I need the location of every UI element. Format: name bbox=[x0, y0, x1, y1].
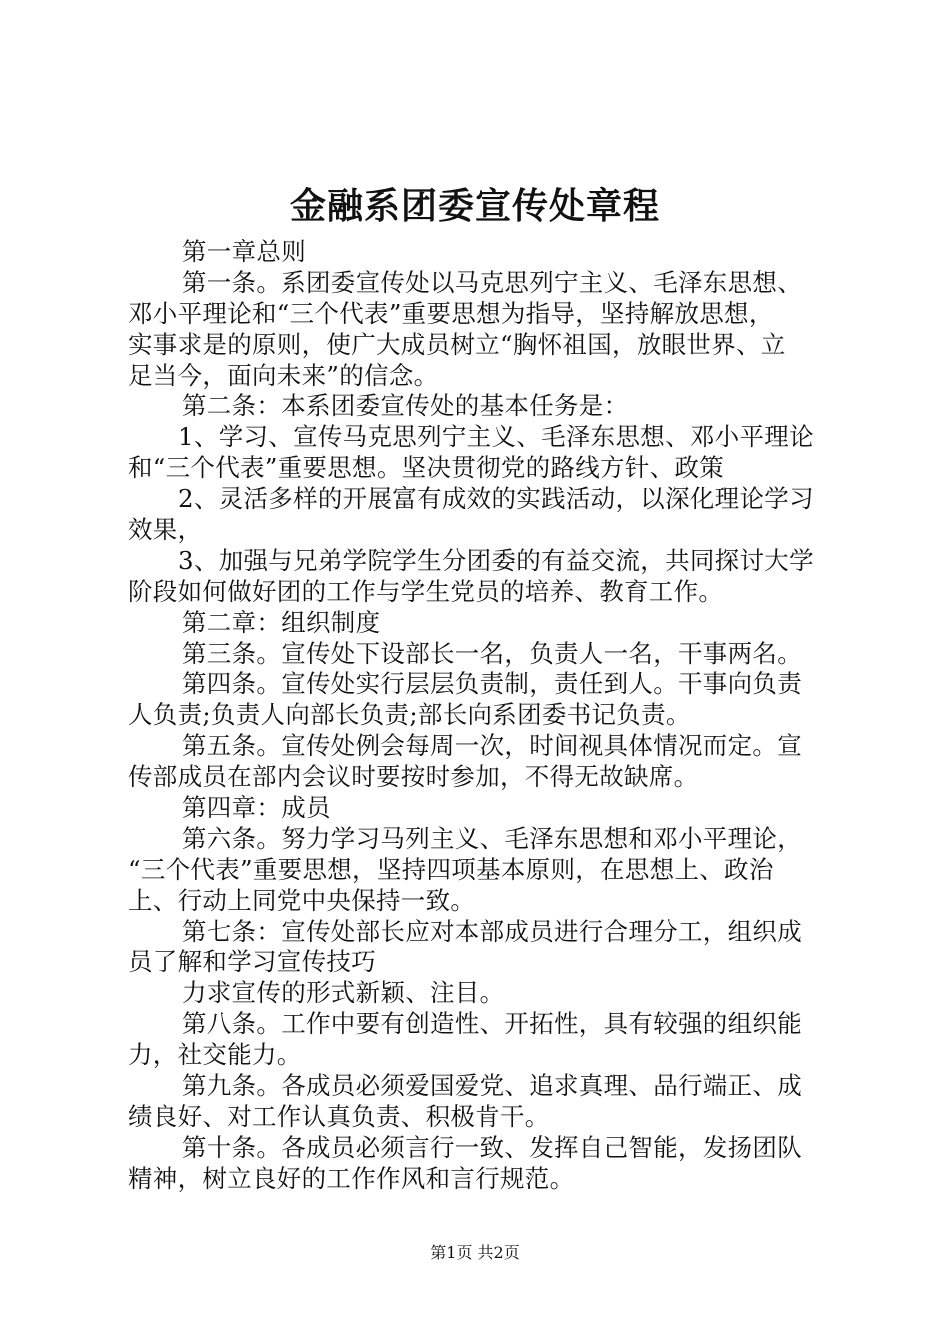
paragraph-line: 第一条。系团委宣传处以马克思列宁主义、毛泽东思想、 bbox=[182, 267, 802, 297]
list-item-line: 和“三个代表”重要思想。坚决贯彻党的路线方针、政策 bbox=[128, 453, 725, 483]
paragraph-line: 第十条。各成员必须言行一致、发挥自己智能，发扬团队 bbox=[182, 1132, 802, 1162]
paragraph-line: 第九条。各成员必须爱国爱党、追求真理、品行端正、成 bbox=[182, 1071, 802, 1101]
paragraph-line: 第六条。努力学习马列主义、毛泽东思想和邓小平理论， bbox=[182, 823, 802, 853]
chapter-heading: 第一章总则 bbox=[182, 237, 306, 266]
list-item-line: 3、加强与兄弟学院学生分团委的有益交流，共同探讨大学 bbox=[178, 545, 814, 575]
list-item-line: 1、学习、宣传马克思列宁主义、毛泽东思想、邓小平理论 bbox=[178, 422, 814, 452]
paragraph-line: 传部成员在部内会议时要按时参加，不得无故缺席。 bbox=[128, 762, 699, 792]
paragraph-line: 人负责;负责人向部长负责;部长向系团委书记负责。 bbox=[128, 700, 691, 730]
paragraph-line: 实事求是的原则，使广大成员树立“胸怀祖国，放眼世界、立 bbox=[128, 329, 786, 359]
list-item-line: 效果， bbox=[128, 515, 203, 545]
paragraph-line: 精神，树立良好的工作作风和言行规范。 bbox=[128, 1163, 575, 1193]
paragraph-line: 第七条：宣传处部长应对本部成员进行合理分工，组织成 bbox=[182, 916, 802, 946]
document-title: 金融系团委宣传处章程 bbox=[289, 186, 660, 227]
chapter-heading: 第四章：成员 bbox=[182, 793, 331, 823]
paragraph-line: 足当今，面向未来”的信念。 bbox=[128, 360, 439, 390]
paragraph-line: 第八条。工作中要有创造性、开拓性，具有较强的组织能 bbox=[182, 1009, 802, 1039]
paragraph-line: 力，社交能力。 bbox=[128, 1040, 302, 1070]
paragraph-line: 邓小平理论和“三个代表”重要思想为指导，坚持解放思想， bbox=[128, 298, 774, 328]
paragraph-line: 员了解和学习宣传技巧 bbox=[128, 947, 376, 977]
list-item-line: 阶段如何做好团的工作与学生党员的培养、教育工作。 bbox=[128, 576, 724, 606]
paragraph-line: 绩良好、对工作认真负责、积极肯干。 bbox=[128, 1101, 550, 1131]
paragraph-line: 力求宣传的形式新颖、注目。 bbox=[182, 978, 505, 1008]
paragraph-line: “三个代表”重要思想，坚持四项基本原则，在思想上、政治 bbox=[128, 854, 774, 884]
paragraph-line: 第二条：本系团委宣传处的基本任务是： bbox=[182, 391, 629, 421]
paragraph-line: 第四条。宣传处实行层层负责制，责任到人。干事向负责 bbox=[182, 669, 802, 699]
page-number: 第1页 共2页 bbox=[430, 1243, 520, 1262]
list-item-line: 2、灵活多样的开展富有成效的实践活动，以深化理论学习 bbox=[178, 484, 814, 514]
paragraph-line: 上、行动上同党中央保持一致。 bbox=[128, 885, 476, 915]
chapter-heading: 第二章：组织制度 bbox=[182, 607, 381, 637]
paragraph-line: 第三条。宣传处下设部长一名，负责人一名，干事两名。 bbox=[182, 638, 802, 668]
document-body bbox=[128, 237, 833, 1195]
paragraph-line: 第五条。宣传处例会每周一次，时间视具体情况而定。宣 bbox=[182, 731, 802, 761]
